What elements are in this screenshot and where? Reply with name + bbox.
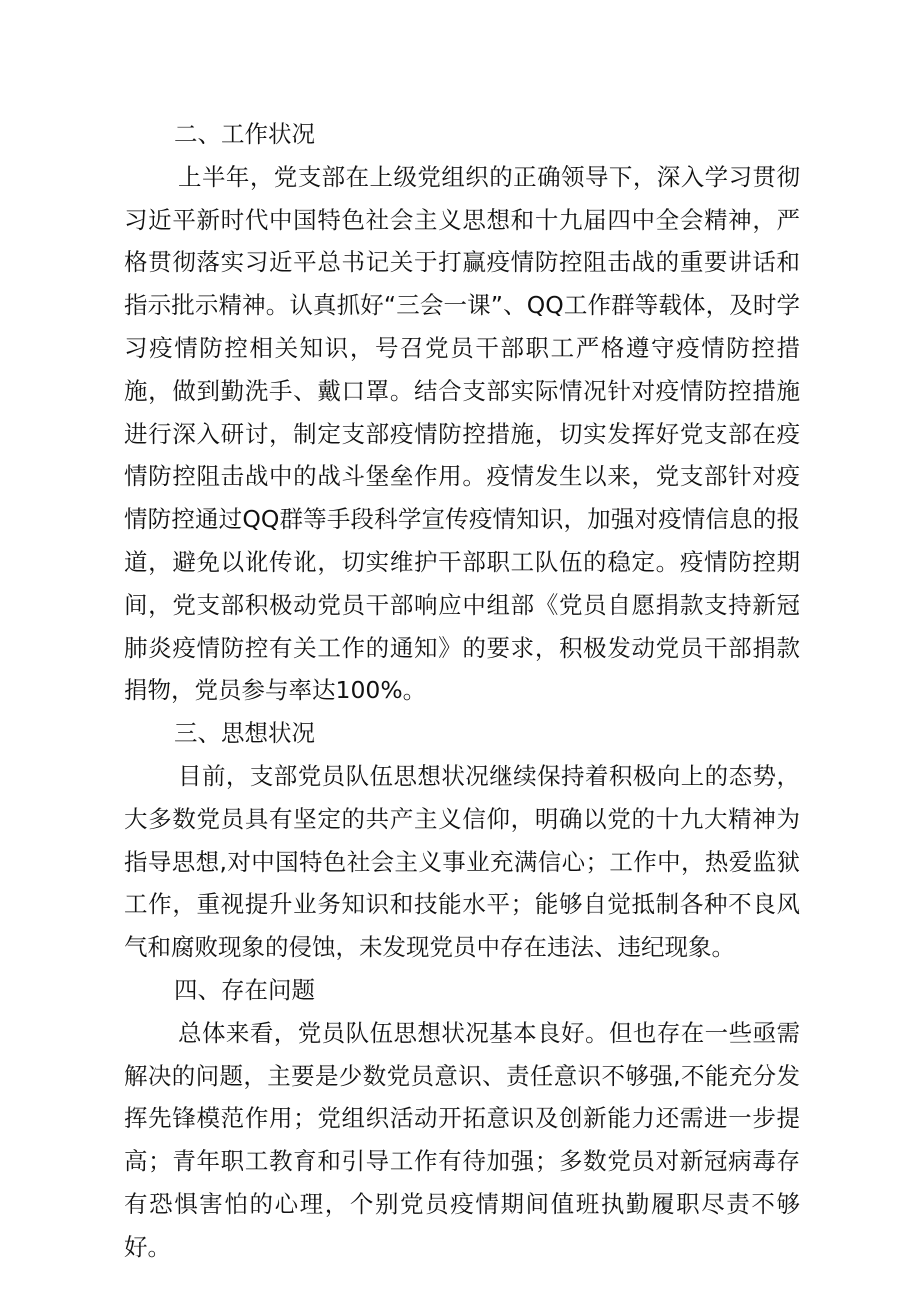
section-paragraph-work-status: 上半年，党支部在上级党组织的正确领导下，深入学习贯彻习近平新时代中国特色社会主义思想和十九届四中全会精神，严格贯彻落实习近平总书记关于打赢疫情防控阻击战的重要讲话和指示批示精神。认真抓好“三会一课”、QQ工作群等载体，及时学习疫情防控相关知识，号召党员干部职工严格遵守疫情防控措施，做到勤洗手、戴口罩。结合支部实际情况针对疫情防控措施进行深入研讨，制定支部疫情防控措施，切实发挥好党支部在疫情防控阻击战中的战斗堡垒作用。疫情发生以来，党支部针对疫情防控通过QQ群等手段科学宣传疫情知识，加强对疫情信息的报道，避免以讹传讹，切实维护干部职工队伍的稳定。疫情防控期间，党支部积极动党员干部响应中组部《党员自愿捐款支持新冠肺炎疫情防控有关工作的通知》的要求，积极发动党员干部捐款捐物，党员参与率达100%。 bbox=[124, 162, 800, 705]
section-heading-work-status: 二、工作状况 bbox=[174, 120, 315, 148]
section-heading-existing-problems: 四、存在问题 bbox=[174, 975, 315, 1004]
document-body bbox=[124, 113, 800, 1269]
section-paragraph-existing-problems: 总体来看，党员队伍思想状况基本良好。但也存在一些亟需解决的问题，主要是少数党员意识、责任意识不够强,不能充分发挥先锋模范作用；党组织活动开拓意识及创新能力还需进一步提高；青年职工教育和引导工作有待加强；多数党员对新冠病毒存有恐惧害怕的心理，个别党员疫情期间值班执勤履职尽责不够好。 bbox=[124, 1018, 800, 1261]
section-heading-thought-status: 三、思想状况 bbox=[174, 719, 315, 748]
section-paragraph-thought-status: 目前，支部党员队伍思想状况继续保持着积极向上的态势，大多数党员具有坚定的共产主义信仰，明确以党的十九大精神为指导思想,对中国特色社会主义事业充满信心；工作中，热爱监狱工作，重视提升业务知识和技能水平；能够自觉抵制各种不良风气和腐败现象的侵蚀，未发现党员中存在违法、违纪现象。 bbox=[124, 761, 800, 962]
